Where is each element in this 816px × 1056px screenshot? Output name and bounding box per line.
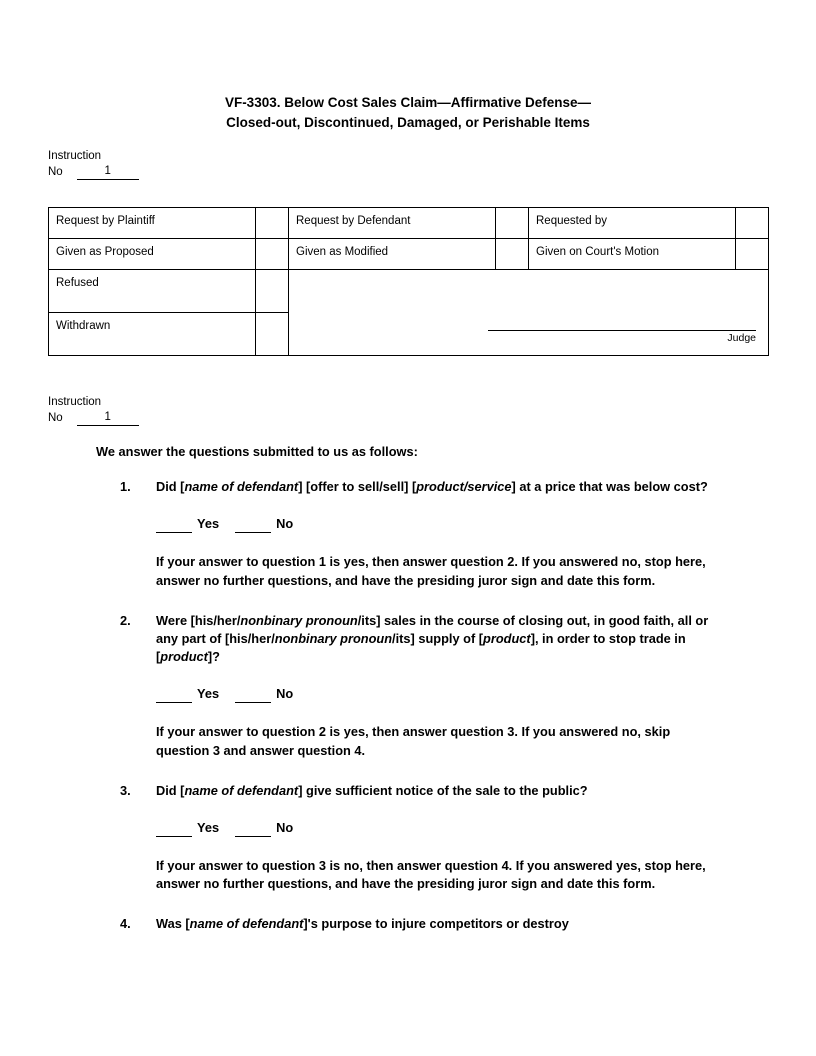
page-title-line-1: VF-3303. Below Cost Sales Claim—Affirmative Defense— bbox=[224, 95, 592, 110]
question-3-yes-label: Yes bbox=[197, 819, 220, 835]
table-row bbox=[49, 239, 769, 270]
disposition-table bbox=[48, 207, 769, 356]
question-1-answer-row bbox=[156, 515, 716, 533]
question-4-number: 4. bbox=[120, 916, 131, 932]
page-title bbox=[108, 93, 708, 134]
cell-refused: Refused bbox=[49, 270, 256, 313]
question-2-no-blank[interactable] bbox=[235, 690, 271, 703]
question-1-note: If your answer to question 1 is yes, then answer question 2. If you answered no, stop here, answer no further questions, and have the presiding juror sign and date this form. bbox=[156, 554, 706, 588]
checkbox-refused[interactable] bbox=[256, 270, 289, 313]
question-1 bbox=[120, 478, 718, 496]
cell-requested-by: Requested by bbox=[529, 208, 736, 239]
instruction-number-header-top bbox=[48, 149, 139, 180]
instruction-no-label-second: No bbox=[48, 411, 63, 424]
question-3-number: 3. bbox=[120, 782, 131, 798]
question-2-note: If your answer to question 2 is yes, then answer question 3. If you answered no, skip question 3 and answer question 4. bbox=[156, 724, 671, 758]
cell-request-by-defendant: Request by Defendant bbox=[289, 208, 496, 239]
question-2-yes-label: Yes bbox=[197, 686, 220, 702]
question-3-yes-blank[interactable] bbox=[156, 824, 192, 837]
question-4 bbox=[120, 915, 718, 933]
question-2-answer-row bbox=[156, 685, 716, 703]
checkbox-requested-by[interactable] bbox=[736, 208, 769, 239]
question-3 bbox=[120, 782, 718, 800]
question-2-yes-blank[interactable] bbox=[156, 690, 192, 703]
verdict-body bbox=[0, 443, 816, 934]
instruction-no-field-top[interactable]: 1 bbox=[77, 165, 139, 180]
question-2-number: 2. bbox=[120, 612, 131, 628]
judge-signature-line-group bbox=[488, 329, 756, 345]
question-2-text: Were [his/her/nonbinary pronoun/its] sales in the course of closing out, in good faith, all or any part of [his/her/nonbinary pronoun/its] supply of [product], in order to stop trade in [product]? bbox=[156, 612, 709, 665]
cell-given-as-modified: Given as Modified bbox=[289, 239, 496, 270]
question-1-number: 1. bbox=[120, 479, 131, 495]
verdict-lead-in: We answer the questions submitted to us as follows: bbox=[96, 444, 418, 459]
checkbox-withdrawn[interactable] bbox=[256, 313, 289, 356]
instruction-no-field-second[interactable]: 1 bbox=[77, 411, 139, 426]
checkbox-request-by-defendant[interactable] bbox=[496, 208, 529, 239]
question-2-no-label: No bbox=[276, 686, 294, 702]
question-3-text: Did [name of defendant] give sufficient notice of the sale to the public? bbox=[156, 782, 588, 798]
question-3-no-blank[interactable] bbox=[235, 824, 271, 837]
instruction-label-top: Instruction bbox=[48, 150, 102, 162]
question-4-text: Was [name of defendant]'s purpose to injure competitors or destroy bbox=[156, 916, 569, 932]
question-3-note: If your answer to question 3 is no, then answer question 4. If you answered yes, stop here, answer no further questions, and have the presiding juror sign and date this form. bbox=[156, 858, 706, 892]
question-1-text: Did [name of defendant] [offer to sell/sell] [product/service] at a price that was below cost? bbox=[156, 479, 708, 495]
checkbox-given-as-modified[interactable] bbox=[496, 239, 529, 270]
judge-signature-area bbox=[289, 270, 769, 356]
question-1-yes-label: Yes bbox=[197, 516, 220, 532]
question-1-no-blank[interactable] bbox=[235, 520, 271, 533]
cell-given-on-courts-motion: Given on Court's Motion bbox=[529, 239, 736, 270]
cell-withdrawn: Withdrawn bbox=[49, 313, 256, 356]
checkbox-request-by-plaintiff[interactable] bbox=[256, 208, 289, 239]
question-2 bbox=[120, 612, 718, 666]
cell-request-by-plaintiff: Request by Plaintiff bbox=[49, 208, 256, 239]
question-3-no-label: No bbox=[276, 819, 294, 835]
question-3-answer-row bbox=[156, 819, 716, 837]
table-row bbox=[49, 208, 769, 239]
checkbox-given-as-proposed[interactable] bbox=[256, 239, 289, 270]
question-1-yes-blank[interactable] bbox=[156, 520, 192, 533]
cell-given-as-proposed: Given as Proposed bbox=[49, 239, 256, 270]
page-title-line-2: Closed-out, Discontinued, Damaged, or Perishable Items bbox=[226, 115, 590, 131]
judge-label: Judge bbox=[727, 331, 756, 344]
question-1-no-label: No bbox=[276, 516, 294, 532]
table-row bbox=[49, 270, 769, 313]
instruction-no-label-top: No bbox=[48, 165, 63, 178]
checkbox-given-on-courts-motion[interactable] bbox=[736, 239, 769, 270]
instruction-label-second: Instruction bbox=[48, 396, 102, 408]
instruction-number-header-second bbox=[48, 395, 139, 426]
